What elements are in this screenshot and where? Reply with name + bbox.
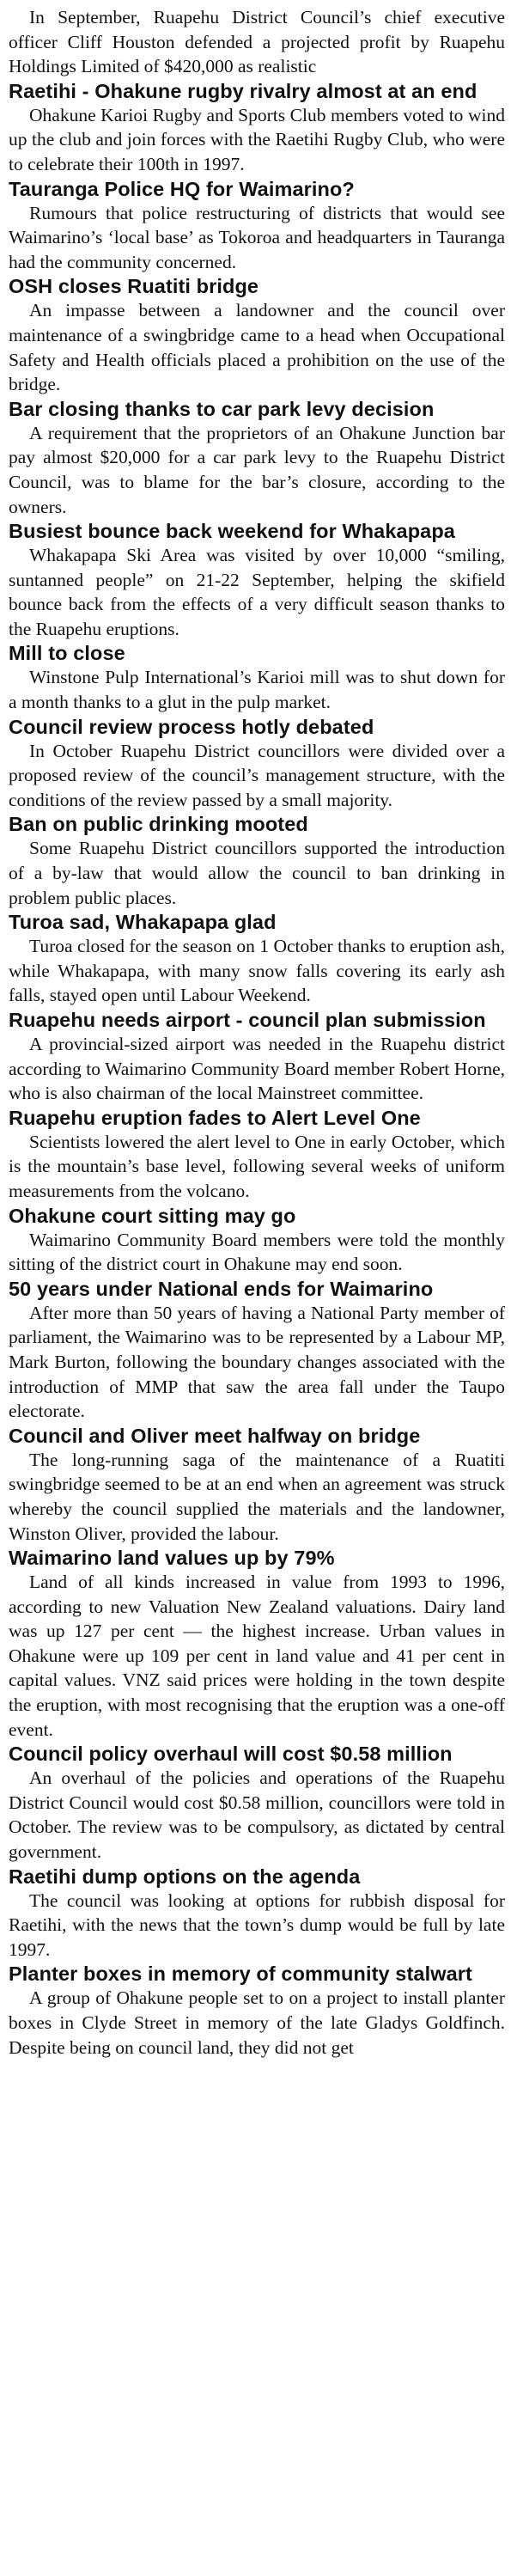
news-body: In October Ruapehu District councillors were divided over a proposed review of the council’s management structure, with the conditions of the review passed by a small majority. [9, 740, 505, 810]
news-body: The long-running saga of the maintenance of a Ruatiti swingbridge seemed to be at an end when an agreement was struck whereby the council supplied the materials and the landowner, Winston Oliver, provided the labour. [9, 1449, 505, 1544]
news-body: Scientists lowered the alert level to One in early October, which is the mountain’s base level, following several weeks of uniform measurements from the volcano. [9, 1131, 505, 1201]
news-body: A requirement that the proprietors of an Ohakune Junction bar pay almost $20,000 for a car park levy to the Ruapehu District Council, was to blame for the bar’s closure, according to the owners. [9, 422, 505, 517]
news-item [9, 1424, 505, 1546]
news-item [9, 1204, 505, 1277]
news-item [9, 715, 505, 813]
news-item [9, 177, 505, 275]
news-item [9, 1277, 505, 1424]
news-item [9, 519, 505, 641]
news-body: Whakapapa Ski Area was visited by over 10,000 “smiling, suntanned people” on 21-22 September, helping the skifield bounce back from the effects of a very difficult season thanks to the Ruapehu eruptions. [9, 545, 505, 639]
news-headline: Ruapehu needs airport - council plan submission [9, 1009, 486, 1031]
news-item [9, 79, 505, 177]
news-headline: Planter boxes in memory of community stalwart [9, 1963, 472, 1986]
news-body: Winstone Pulp International’s Karioi mill was to shut down for a month thanks to a glut in the pulp market. [9, 667, 505, 713]
news-headline: Council and Oliver meet halfway on bridge [9, 1424, 421, 1447]
news-body: A provincial-sized airport was needed in the Ruapehu district according to Waimarino Community Board member Robert Horne, who is also chairman of the local Mainstreet committee. [9, 1034, 505, 1104]
intro-paragraph: In September, Ruapehu District Council’s chief executive officer Cliff Houston defended a projected profit by Ruapehu Holdings Limited of $420,000 as realistic [9, 7, 505, 77]
news-item [9, 1962, 505, 2060]
news-headline: Council policy overhaul will cost $0.58 million [9, 1743, 453, 1766]
news-headline: Waimarino land values up by 79% [9, 1547, 335, 1570]
news-item [9, 1106, 505, 1204]
news-headline: Ban on public drinking mooted [9, 813, 308, 836]
news-headline: 50 years under National ends for Waimarino [9, 1277, 434, 1300]
news-headline: Ruapehu eruption fades to Alert Level One [9, 1106, 421, 1129]
news-body: Turoa closed for the season on 1 October thanks to eruption ash, while Whakapapa, with many snow falls covering its early ash falls, stayed open until Labour Weekend. [9, 936, 505, 1006]
news-body: Ohakune Karioi Rugby and Sports Club members voted to wind up the club and join forces with the Raetihi Rugby Club, who were to celebrate their 100th in 1997. [9, 104, 505, 174]
news-item [9, 812, 505, 910]
news-body: Land of all kinds increased in value from 1993 to 1996, according to new Valuation New Zealand valuations. Dairy land was up 127 per cent — the highest increase. Urban values in Ohakune were up 109 per cent in land value and 41 per cent in capital values. VNZ said prices were holding in the town despite the eruption, with most recognising that the eruption was a one-off event. [9, 1572, 505, 1740]
news-headline: Mill to close [9, 642, 125, 665]
news-item [9, 910, 505, 1008]
news-item [9, 1008, 505, 1106]
news-item [9, 1865, 505, 1963]
news-item [9, 1742, 505, 1864]
news-headline: Busiest bounce back weekend for Whakapapa [9, 520, 455, 543]
news-body: An overhaul of the policies and operations of the Ruapehu District Council would cost $0.58 million, councillors were told in October. The review was to be compulsory, as dictated by central government. [9, 1767, 505, 1863]
news-item [9, 641, 505, 714]
news-body: A group of Ohakune people set to on a project to install planter boxes in Clyde Street in memory of the late Gladys Goldfinch. Despite being on council land, they did not get [9, 1987, 505, 2058]
news-item [9, 1546, 505, 1742]
news-body: An impasse between a landowner and the council over maintenance of a swingbridge came to a head when Occupational Safety and Health officials placed a prohibition on the use of the bridge. [9, 300, 505, 395]
news-headline: Turoa sad, Whakapapa glad [9, 911, 277, 934]
news-headline: Raetihi dump options on the agenda [9, 1865, 361, 1888]
news-body: Rumours that police restructuring of districts that would see Waimarino’s ‘local base’ as Tokoroa and headquarters in Tauranga had the community concerned. [9, 202, 505, 272]
news-headline: Raetihi - Ohakune rugby rivalry almost at an end [9, 79, 477, 102]
news-body: Some Ruapehu District councillors supported the introduction of a by-law that would allow the council to ban drinking in problem public places. [9, 838, 505, 908]
news-body: After more than 50 years of having a National Party member of parliament, the Waimarino was to be represented by a Labour MP, Mark Burton, following the boundary changes associated with the introduction of MMP that saw the area fall under the Taupo electorate. [9, 1302, 505, 1422]
news-headline: OSH closes Ruatiti bridge [9, 275, 259, 298]
news-item [9, 274, 505, 396]
news-body: The council was looking at options for rubbish disposal for Raetihi, with the news that the town’s dump would be full by late 1997. [9, 1889, 505, 1960]
news-headline: Bar closing thanks to car park levy decision [9, 397, 435, 420]
news-headline: Council review process hotly debated [9, 715, 374, 738]
story-list [9, 79, 505, 2060]
news-body: Waimarino Community Board members were told the monthly sitting of the district court in Ohakune may end soon. [9, 1229, 505, 1275]
news-headline: Ohakune court sitting may go [9, 1204, 296, 1227]
news-headline: Tauranga Police HQ for Waimarino? [9, 177, 355, 200]
news-item [9, 397, 505, 519]
